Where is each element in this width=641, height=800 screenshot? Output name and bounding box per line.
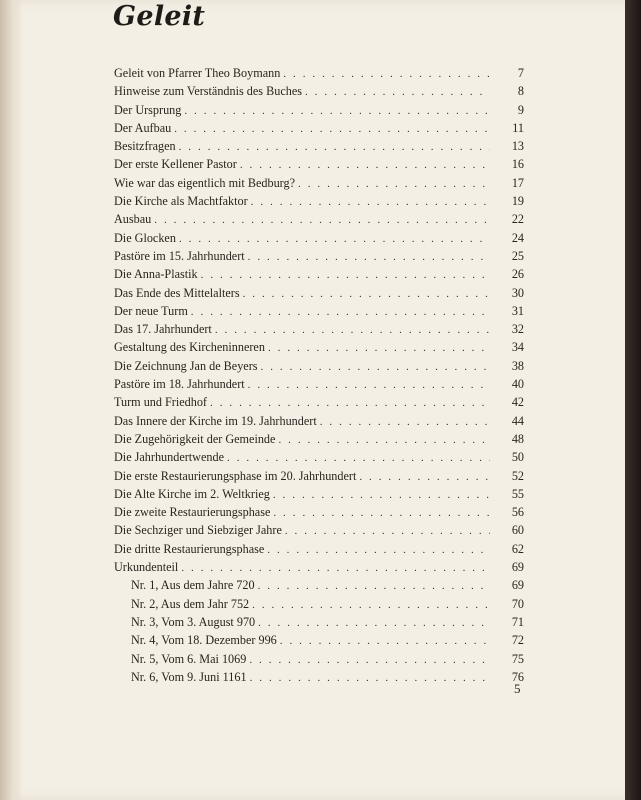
toc-entry-title: Gestaltung des Kircheninneren	[114, 340, 265, 355]
toc-entry-title: Die Jahrhundertwende	[114, 450, 224, 465]
toc-entry	[114, 155, 524, 173]
toc-entry-title: Die Glocken	[114, 230, 176, 245]
leader-dots	[359, 468, 490, 486]
toc-entry-title: Nr. 3, Vom 3. August 970	[131, 614, 256, 629]
toc-entry	[114, 302, 524, 320]
toc-entry-title: Hinweise zum Verständnis des Buches	[114, 84, 302, 99]
toc-entry-title: Der Ursprung	[114, 102, 182, 117]
toc-entry-title: Die Zugehörigkeit der Gemeinde	[114, 431, 276, 446]
leader-dots	[320, 413, 490, 431]
toc-entry-page: 22	[511, 212, 524, 227]
leader-dots	[191, 303, 490, 321]
toc-entry-title: Turm und Friedhof	[114, 395, 207, 410]
toc-entry-title: Die Sechziger und Siebziger Jahre	[114, 523, 282, 538]
toc-entry-title: Das Innere der Kirche im 19. Jahrhundert	[114, 413, 317, 428]
toc-entry-title: Nr. 2, Aus dem Jahr 752	[131, 596, 250, 611]
toc-entry-title: Nr. 1, Aus dem Jahre 720	[131, 578, 255, 593]
leader-dots	[248, 376, 490, 394]
leader-dots	[210, 394, 490, 412]
toc-entry-page: 8	[517, 84, 524, 99]
toc-entry	[114, 521, 524, 539]
table-of-contents	[114, 64, 524, 686]
toc-entry	[114, 375, 524, 393]
gutter-shadow	[0, 0, 22, 800]
toc-entry-page: 62	[511, 541, 524, 556]
toc-entry-page: 7	[517, 66, 524, 80]
toc-entry	[114, 101, 524, 119]
leader-dots	[252, 596, 490, 614]
toc-entry-title: Der erste Kellener Pastor	[114, 157, 237, 172]
toc-entry-page: 26	[511, 267, 524, 282]
leader-dots	[215, 321, 490, 339]
toc-entry-title: Die Kirche als Machtfaktor	[114, 194, 248, 209]
toc-entry-title: Der Aufbau	[114, 120, 172, 135]
toc-entry-title: Die Alte Kirche im 2. Weltkrieg	[114, 486, 270, 501]
toc-entry-page: 31	[511, 303, 524, 318]
toc-entry-title: Urkundenteil	[114, 560, 179, 575]
toc-entry-title: Das 17. Jahrhundert	[114, 322, 212, 337]
leader-dots	[298, 175, 490, 193]
leader-dots	[251, 193, 490, 211]
toc-entry-page: 13	[511, 139, 524, 154]
toc-entry-page: 17	[511, 175, 524, 190]
leader-dots	[273, 504, 490, 522]
toc-subentry	[114, 613, 524, 631]
leader-dots	[278, 431, 490, 449]
toc-entry	[114, 119, 524, 137]
toc-entry-page: 50	[511, 450, 524, 465]
toc-entry	[114, 320, 524, 338]
toc-entry	[114, 357, 524, 375]
toc-entry-page: 69	[511, 560, 524, 575]
book-edge	[625, 0, 641, 800]
leader-dots	[154, 211, 490, 229]
toc-subentry	[114, 576, 524, 594]
leader-dots	[267, 541, 490, 559]
toc-entry-page: 72	[511, 633, 524, 648]
toc-entry-page: 71	[511, 614, 524, 629]
toc-entry-title: Ausbau	[114, 212, 152, 227]
toc-entry-title: Geleit von Pfarrer Theo Boymann	[114, 66, 281, 80]
toc-entry-page: 32	[511, 322, 524, 337]
toc-entry-page: 48	[511, 431, 524, 446]
toc-entry-page: 55	[511, 486, 524, 501]
toc-entry-title: Die Zeichnung Jan de Beyers	[114, 358, 258, 373]
toc-entry-title: Nr. 5, Vom 6. Mai 1069	[131, 651, 247, 666]
toc-entry-page: 25	[511, 248, 524, 263]
toc-entry-title: Pastöre im 15. Jahrhundert	[114, 248, 245, 263]
toc-entry-page: 9	[517, 102, 524, 117]
leader-dots	[240, 156, 490, 174]
page-title: Geleit	[113, 1, 206, 32]
toc-entry	[114, 265, 524, 283]
toc-entry-title: Die Anna-Plastik	[114, 267, 198, 282]
leader-dots	[249, 651, 490, 669]
leader-dots	[258, 577, 490, 595]
toc-entry	[114, 174, 524, 192]
toc-entry	[114, 503, 524, 521]
toc-entry-page: 52	[511, 468, 524, 483]
leader-dots	[283, 65, 490, 83]
leader-dots	[201, 266, 490, 284]
toc-entry-title: Besitzfragen	[114, 139, 176, 154]
toc-entry-page: 24	[511, 230, 524, 245]
toc-entry-page: 19	[511, 194, 524, 209]
leader-dots	[179, 230, 490, 248]
toc-entry	[114, 485, 524, 503]
leader-dots	[305, 83, 490, 101]
leader-dots	[243, 285, 490, 303]
leader-dots	[181, 559, 490, 577]
leader-dots	[258, 614, 490, 632]
toc-entry-page: 40	[511, 377, 524, 392]
toc-entry-page: 76	[511, 669, 524, 684]
toc-entry-page: 75	[511, 651, 524, 666]
leader-dots	[248, 248, 490, 266]
toc-entry	[114, 82, 524, 100]
leader-dots	[179, 138, 490, 156]
toc-entry-title: Das Ende des Mittelalters	[114, 285, 240, 300]
toc-entry-title: Die erste Restaurierungsphase im 20. Jahrhundert	[114, 468, 357, 483]
toc-entry-title: Pastöre im 18. Jahrhundert	[114, 377, 245, 392]
toc-entry-title: Der neue Turm	[114, 303, 188, 318]
toc-entry	[114, 448, 524, 466]
toc-entry	[114, 393, 524, 411]
toc-entry-page: 30	[511, 285, 524, 300]
leader-dots	[280, 632, 490, 650]
toc-entry-page: 69	[511, 578, 524, 593]
toc-entry-title: Nr. 6, Vom 9. Juni 1161	[131, 669, 247, 684]
toc-entry	[114, 558, 524, 576]
toc-entry	[114, 467, 524, 485]
toc-subentry	[114, 668, 524, 686]
toc-entry	[114, 64, 524, 82]
leader-dots	[184, 102, 490, 120]
toc-entry-page: 56	[511, 505, 524, 520]
toc-entry	[114, 430, 524, 448]
toc-entry	[114, 338, 524, 356]
toc-entry-page: 38	[511, 358, 524, 373]
toc-entry-title: Die zweite Restaurierungsphase	[114, 505, 271, 520]
toc-entry	[114, 247, 524, 265]
leader-dots	[174, 120, 490, 138]
toc-entry	[114, 192, 524, 210]
toc-entry-page: 34	[511, 340, 524, 355]
leader-dots	[227, 449, 490, 467]
toc-subentry	[114, 650, 524, 668]
toc-subentry	[114, 631, 524, 649]
toc-entry-page: 11	[512, 120, 524, 135]
page-number: 5	[514, 681, 521, 696]
toc-entry	[114, 137, 524, 155]
toc-entry-page: 44	[511, 413, 524, 428]
toc-entry-title: Wie war das eigentlich mit Bedburg?	[114, 175, 296, 190]
leader-dots	[285, 522, 490, 540]
toc-entry-page: 70	[511, 596, 524, 611]
toc-entry-page: 60	[511, 523, 524, 538]
toc-entry	[114, 540, 524, 558]
toc-subentry	[114, 595, 524, 613]
leader-dots	[273, 486, 490, 504]
leader-dots	[268, 339, 490, 357]
toc-entry-title: Die dritte Restaurierungsphase	[114, 541, 265, 556]
leader-dots	[250, 669, 490, 687]
leader-dots	[261, 358, 491, 376]
toc-entry-page: 16	[511, 157, 524, 172]
toc-entry	[114, 229, 524, 247]
toc-entry-page: 42	[511, 395, 524, 410]
toc-entry	[114, 210, 524, 228]
toc-entry	[114, 284, 524, 302]
toc-entry-title: Nr. 4, Vom 18. Dezember 996	[131, 633, 277, 648]
toc-entry	[114, 412, 524, 430]
